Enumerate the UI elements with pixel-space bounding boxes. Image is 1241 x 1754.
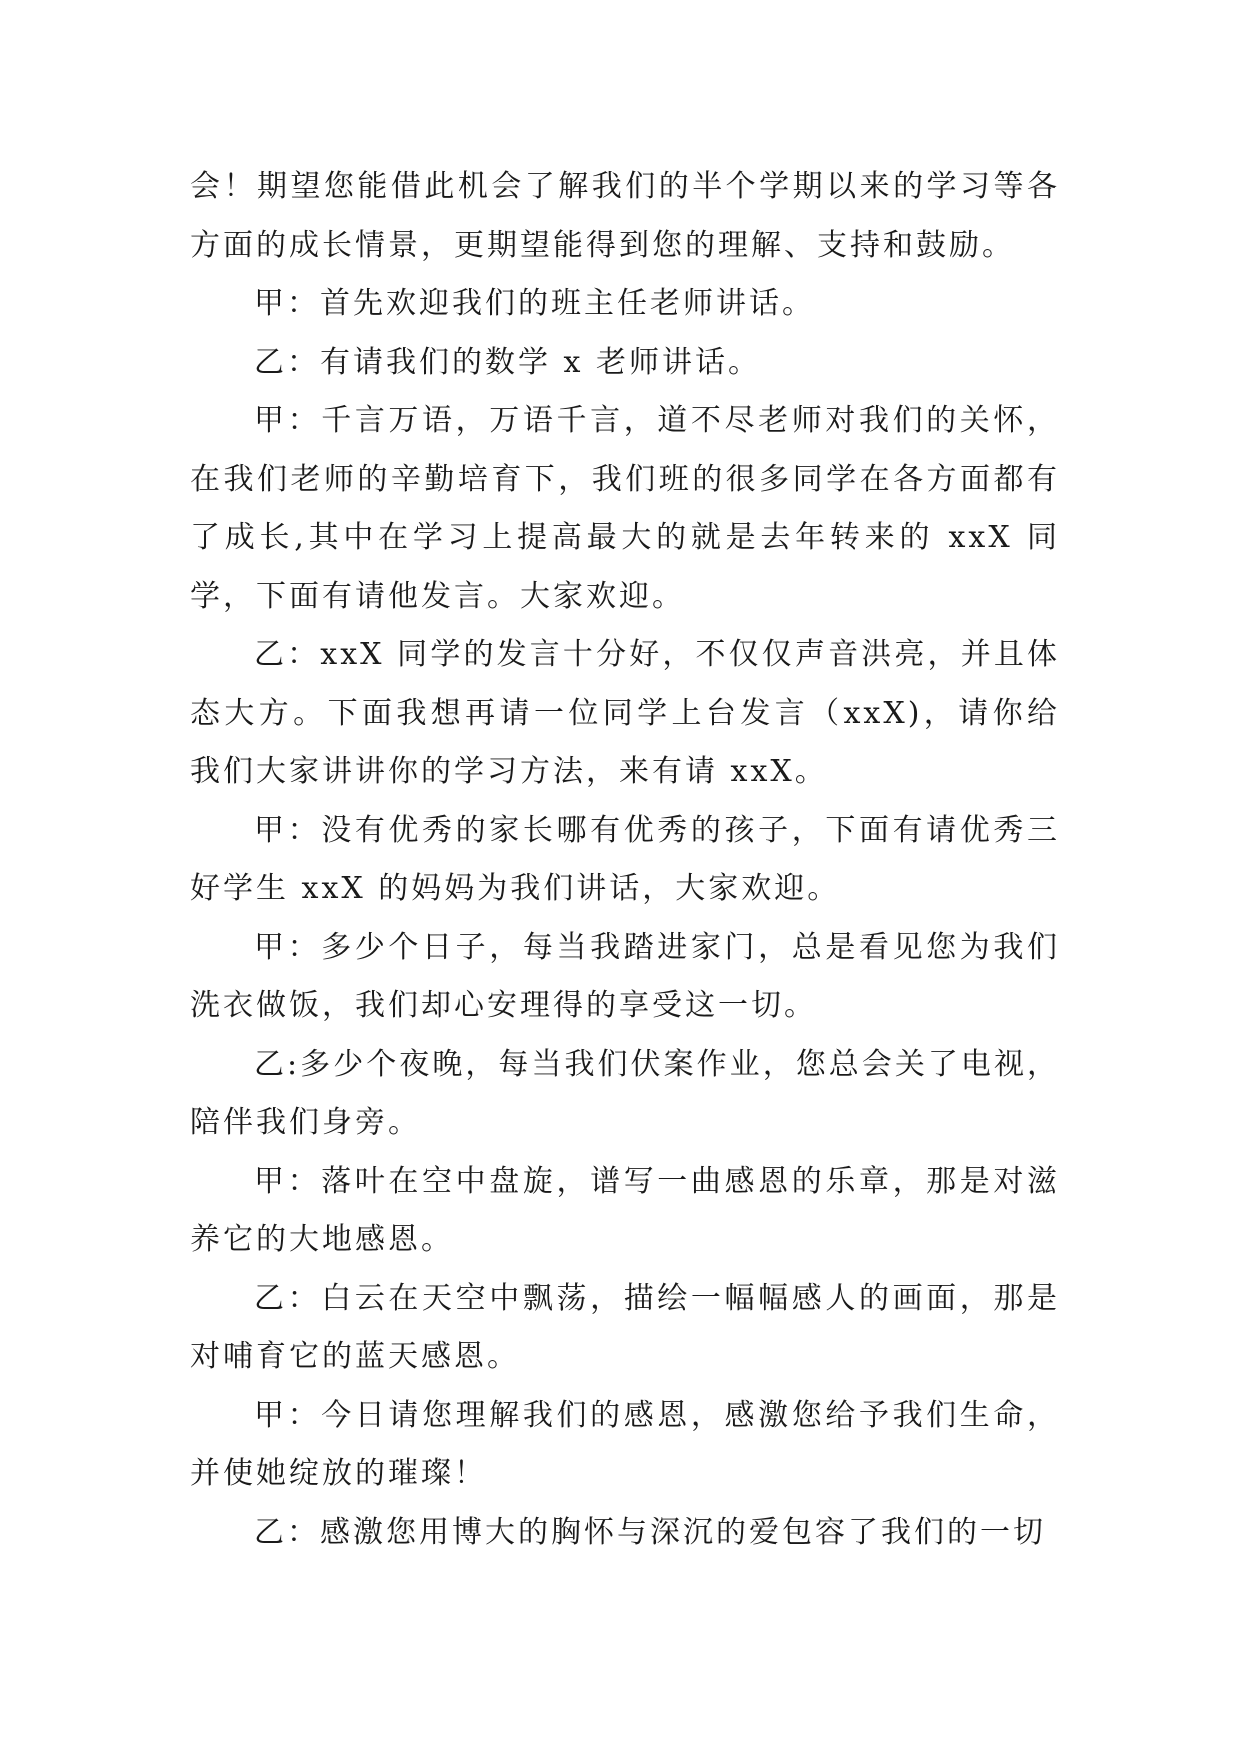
paragraph-nights: 乙:多少个夜晚，每当我们伏案作业，您总会关了电视，陪伴我们身旁。 bbox=[190, 1046, 1060, 1140]
document-page bbox=[190, 158, 1060, 1562]
paragraph-math-teacher: 乙：有请我们的数学 x 老师讲话。 bbox=[254, 344, 761, 380]
paragraph-closing: 乙：感激您用博大的胸怀与深沉的爱包容了我们的一切 bbox=[254, 1514, 1046, 1550]
paragraph-gratitude: 甲：今日请您理解我们的感恩，感激您给予我们生命，并使她绽放的璀璨！ bbox=[190, 1397, 1060, 1491]
paragraph-leaves: 甲：落叶在空中盘旋，谱写一曲感恩的乐章，那是对滋养它的大地感恩。 bbox=[190, 1163, 1060, 1257]
paragraph-days: 甲：多少个日子，每当我踏进家门，总是看见您为我们洗衣做饭，我们却心安理得的享受这一切。 bbox=[190, 929, 1060, 1023]
paragraph-opening: 会！期望您能借此机会了解我们的半个学期以来的学习等各方面的成长情景，更期望能得到您的理解、支持和鼓励。 bbox=[190, 169, 1060, 263]
paragraph-student-invite: 甲：千言万语，万语千言，道不尽老师对我们的关怀，在我们老师的辛勤培育下，我们班的很多同学在各方面都有了成长,其中在学习上提高最大的就是去年转来的 xxX 同学，下面有请他发言。大家欢迎。 bbox=[190, 403, 1060, 614]
paragraph-parent-invite: 甲：没有优秀的家长哪有优秀的孩子，下面有请优秀三好学生 xxX 的妈妈为我们讲话，大家欢迎。 bbox=[190, 812, 1060, 906]
paragraph-second-student: 乙：xxX 同学的发言十分好，不仅仅声音洪亮，并且体态大方。下面我想再请一位同学上台发言（xxX)，请你给我们大家讲讲你的学习方法，来有请 xxX。 bbox=[190, 637, 1060, 789]
paragraph-head-teacher: 甲：首先欢迎我们的班主任老师讲话。 bbox=[254, 286, 815, 321]
paragraph-clouds: 乙：白云在天空中飘荡，描绘一幅幅感人的画面，那是对哺育它的蓝天感恩。 bbox=[190, 1280, 1060, 1374]
